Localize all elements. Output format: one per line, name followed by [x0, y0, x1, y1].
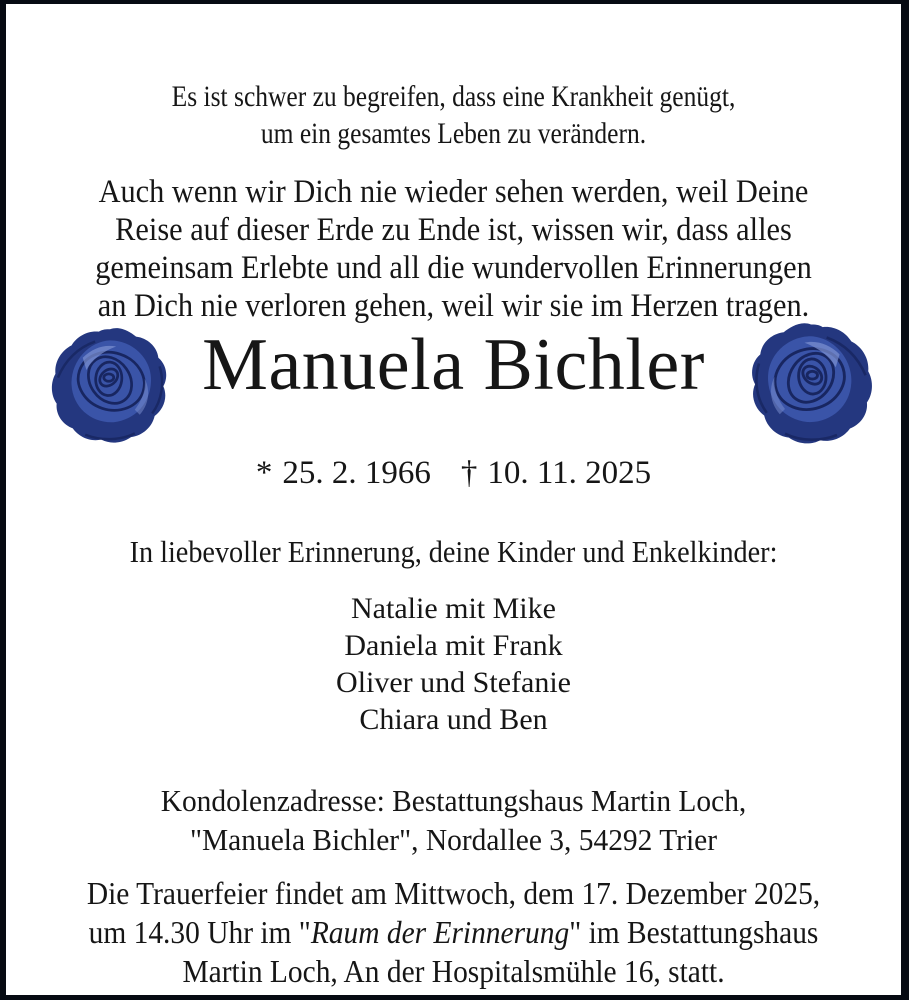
tribute-line: an Dich nie verloren gehen, weil wir sie im Herzen tragen.: [97, 288, 810, 324]
mourner-name: Chiara und Ben: [359, 703, 548, 736]
condolence-line: "Manuela Bichler", Nordallee 3, 54292 Trier: [189, 822, 718, 857]
death-date: 10. 11. 2025: [487, 455, 652, 491]
tribute-line: Reise auf dieser Erde zu Ende ist, wissen wir, dass alles: [115, 212, 792, 248]
tribute-line: Auch wenn wir Dich nie wieder sehen werden, weil Deine: [98, 174, 809, 210]
epigraph-line: Es ist schwer zu begreifen, dass eine Krankheit genügt,: [171, 80, 736, 113]
funeral-line: [42, 913, 865, 952]
mourners-name-list: [6, 590, 901, 738]
death-date-group: [461, 453, 651, 493]
birth-star-symbol: *: [255, 455, 273, 491]
mourners-intro: In liebevoller Erinnerung, deine Kinder und Enkelkinder:: [129, 534, 778, 569]
mourner-name: Daniela mit Frank: [344, 629, 563, 662]
birth-date-group: [256, 453, 431, 493]
mourner-name: Natalie mit Mike: [351, 592, 556, 625]
tribute-line: gemeinsam Erlebte und all die wundervollen Erinnerungen: [95, 250, 812, 286]
funeral-line2-pre: um 14.30 Uhr im ": [88, 914, 311, 950]
mourner-name: Oliver und Stefanie: [336, 666, 571, 699]
funeral-room-name: Raum der Erinnerung: [310, 914, 570, 950]
funeral-line: Die Trauerfeier findet am Mittwoch, dem 17. Dezember 2025,: [86, 875, 821, 911]
condolence-line: Kondolenzadresse: Bestattungshaus Martin Loch,: [160, 783, 747, 818]
life-dates: [6, 453, 901, 493]
epigraph-line: um ein gesamtes Leben zu verändern.: [260, 117, 647, 150]
funeral-details: [42, 874, 865, 991]
epigraph: [73, 78, 834, 152]
funeral-line: Martin Loch, An der Hospitalsmühle 16, statt.: [182, 953, 725, 989]
tribute-paragraph: [42, 173, 865, 325]
funeral-line2-post: " im Bestattungshaus: [569, 914, 819, 950]
deceased-name: Manuela Bichler: [202, 324, 705, 406]
condolence-address: [28, 781, 878, 859]
birth-date: 25. 2. 1966: [282, 455, 431, 491]
death-cross-symbol: †: [460, 455, 478, 491]
